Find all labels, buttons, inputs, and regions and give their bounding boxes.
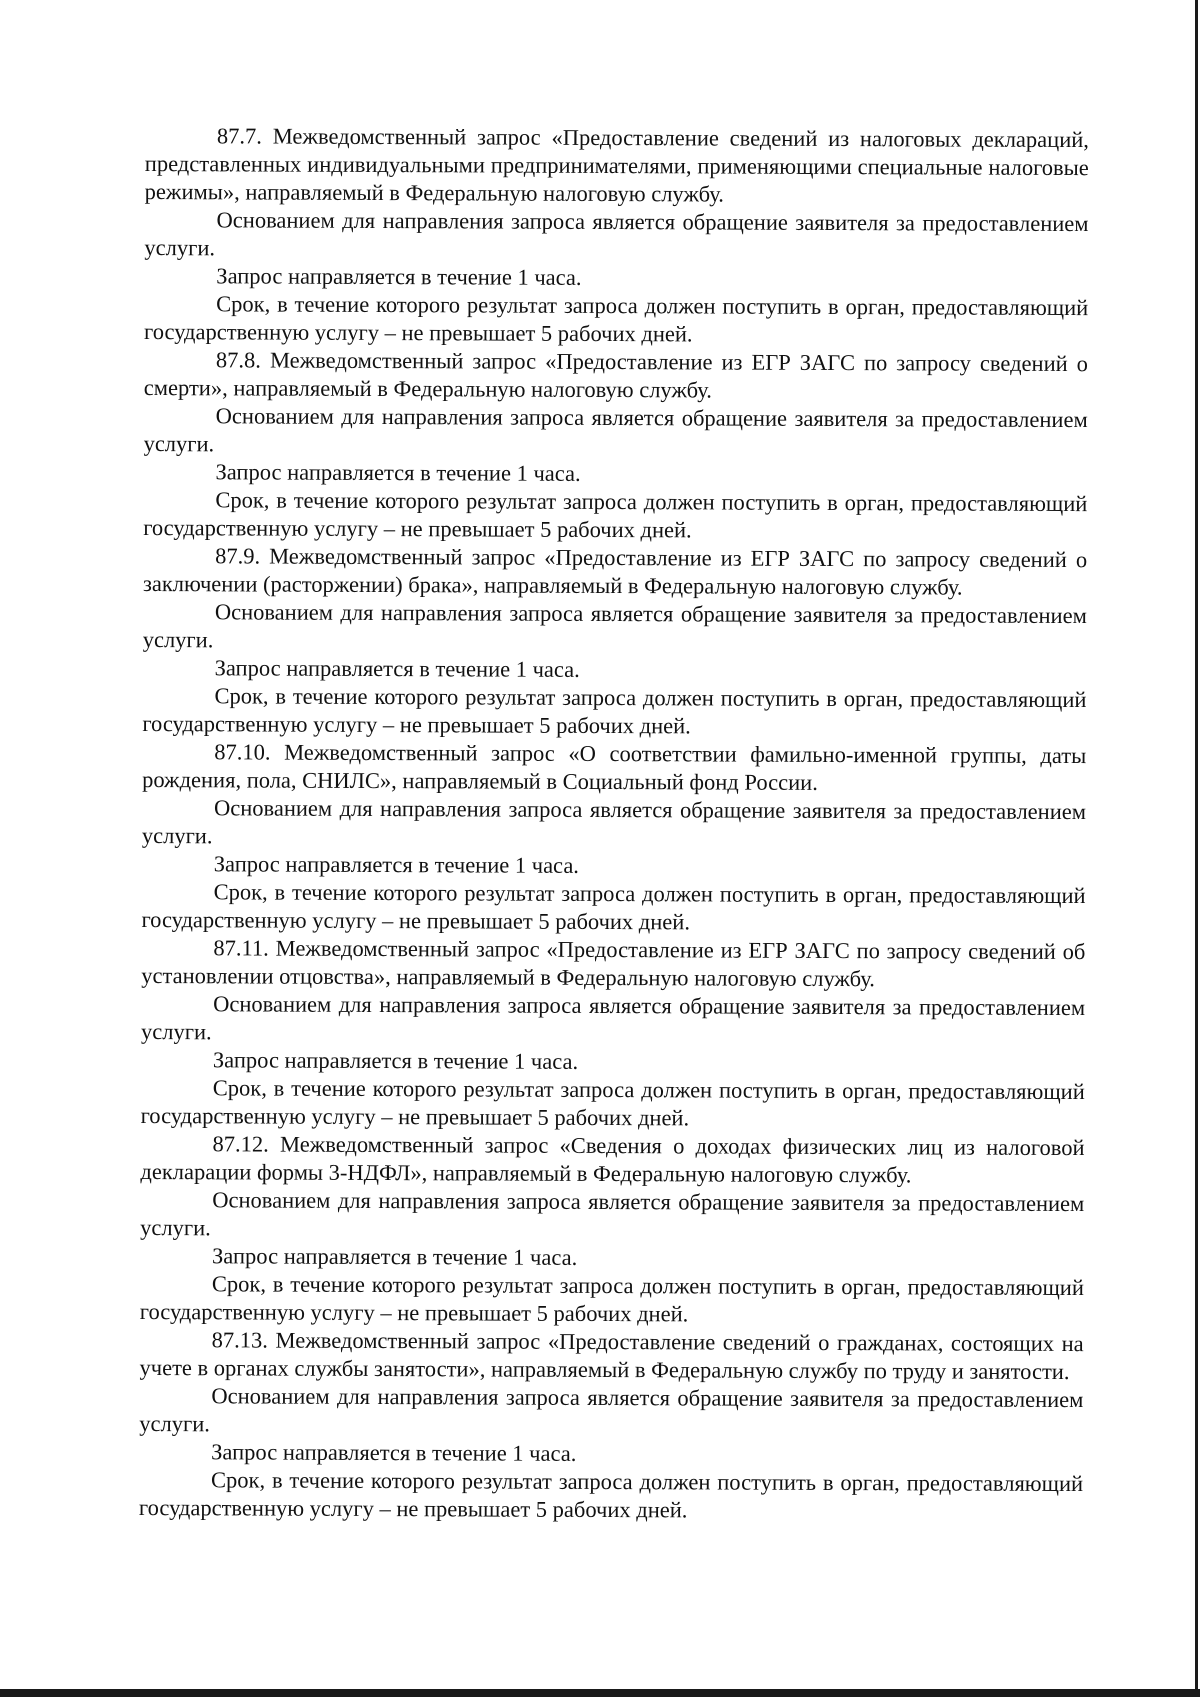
section-heading: 87.11. Межведомственный запрос «Предоставление из ЕГР ЗАГС по запросу сведений об установлении отцовства», направляемый в Федеральную налоговую службу. — [141, 935, 1086, 992]
section-heading: 87.8. Межведомственный запрос «Предоставление из ЕГР ЗАГС по запросу сведений о смерти», направляемый в Федеральную налоговую службу. — [143, 347, 1089, 403]
section-heading: 87.10. Межведомственный запрос «О соответствии фамильно-именной группы, даты рождения, пола, СНИЛС», направляемый в Социальный фонд России. — [142, 739, 1087, 795]
section-deadline: Срок, в течение которого результат запроса должен поступить в орган, предоставляющий государственную услугу – не превышает 5 рабочих дней. — [141, 879, 1086, 935]
section-timing: Запрос направляется в течение 1 часа. — [213, 851, 580, 878]
section-basis: Основанием для направления запроса является обращение заявителя за предоставлением услуги. — [143, 403, 1088, 457]
section-basis: Основанием для направления запроса является обращение заявителя за предоставлением услуги. — [142, 599, 1087, 653]
section-87-9 — [142, 542, 1087, 742]
section-deadline: Срок, в течение которого результат запроса должен поступить в орган, предоставляющий государственную услугу – не превышает 5 рабочих дней. — [139, 1271, 1084, 1327]
section-timing: Запрос направляется в течение 1 часа. — [215, 459, 581, 486]
section-deadline: Срок, в течение которого результат запроса должен поступить в орган, предоставляющий государственную услугу – не превышает 5 рабочих дней. — [143, 487, 1088, 543]
document-page — [139, 122, 1089, 1526]
section-basis: Основанием для направления запроса является обращение заявителя за предоставлением услуги. — [140, 991, 1086, 1045]
section-87-8 — [143, 346, 1088, 546]
section-heading: 87.13. Межведомственный запрос «Предоставление сведений о гражданах, состоящих на учете в органах службы занятости», направляемый в Федеральную службу по труду и занятости. — [139, 1327, 1084, 1385]
section-timing: Запрос направляется в течение 1 часа. — [216, 263, 582, 290]
section-timing: Запрос направляется в течение 1 часа. — [211, 1243, 578, 1270]
section-87-13 — [139, 1326, 1084, 1526]
section-timing: Запрос направляется в течение 1 часа. — [214, 655, 580, 682]
section-87-11 — [141, 934, 1086, 1134]
section-87-10 — [141, 738, 1086, 938]
section-heading: 87.7. Межведомственный запрос «Предоставление сведений из налоговых деклараций, представленных индивидуальными предпринимателями, применяющими специальные налоговые режимы», направляемый в Федеральную налоговую службу. — [144, 123, 1089, 207]
section-basis: Основанием для направления запроса является обращение заявителя за предоставлением услуги. — [144, 207, 1089, 261]
section-timing: Запрос направляется в течение 1 часа. — [212, 1047, 579, 1074]
section-basis: Основанием для направления запроса является обращение заявителя за предоставлением услуги. — [139, 1383, 1084, 1437]
scan-border-right — [1195, 0, 1198, 1697]
section-deadline: Срок, в течение которого результат запроса должен поступить в орган, предоставляющий государственную услугу – не превышает 5 рабочих дней. — [144, 291, 1089, 347]
section-deadline: Срок, в течение которого результат запроса должен поступить в орган, предоставляющий государственную услугу – не превышает 5 рабочих дней. — [142, 683, 1087, 739]
section-deadline: Срок, в течение которого результат запроса должен поступить в орган, предоставляющий государственную услугу – не превышает 5 рабочих дней. — [140, 1075, 1085, 1131]
scan-border-bottom — [0, 1689, 1200, 1697]
section-87-7 — [144, 122, 1089, 350]
section-basis: Основанием для направления запроса является обращение заявителя за предоставлением услуги. — [140, 1187, 1085, 1241]
section-87-12 — [140, 1130, 1085, 1330]
section-deadline: Срок, в течение которого результат запроса должен поступить в орган, предоставляющий государственную услугу – не превышает 5 рабочих дней. — [138, 1467, 1084, 1523]
section-heading: 87.12. Межведомственный запрос «Сведения о доходах физических лиц из налоговой декларации формы 3-НДФЛ», направляемый в Федеральную налоговую службу. — [140, 1131, 1085, 1188]
section-heading: 87.9. Межведомственный запрос «Предоставление из ЕГР ЗАГС по запросу сведений о заключении (расторжении) брака», направляемый в Федеральную налоговую службу. — [142, 543, 1088, 600]
section-basis: Основанием для направления запроса является обращение заявителя за предоставлением услуги. — [141, 795, 1087, 849]
section-timing: Запрос направляется в течение 1 часа. — [211, 1439, 577, 1466]
